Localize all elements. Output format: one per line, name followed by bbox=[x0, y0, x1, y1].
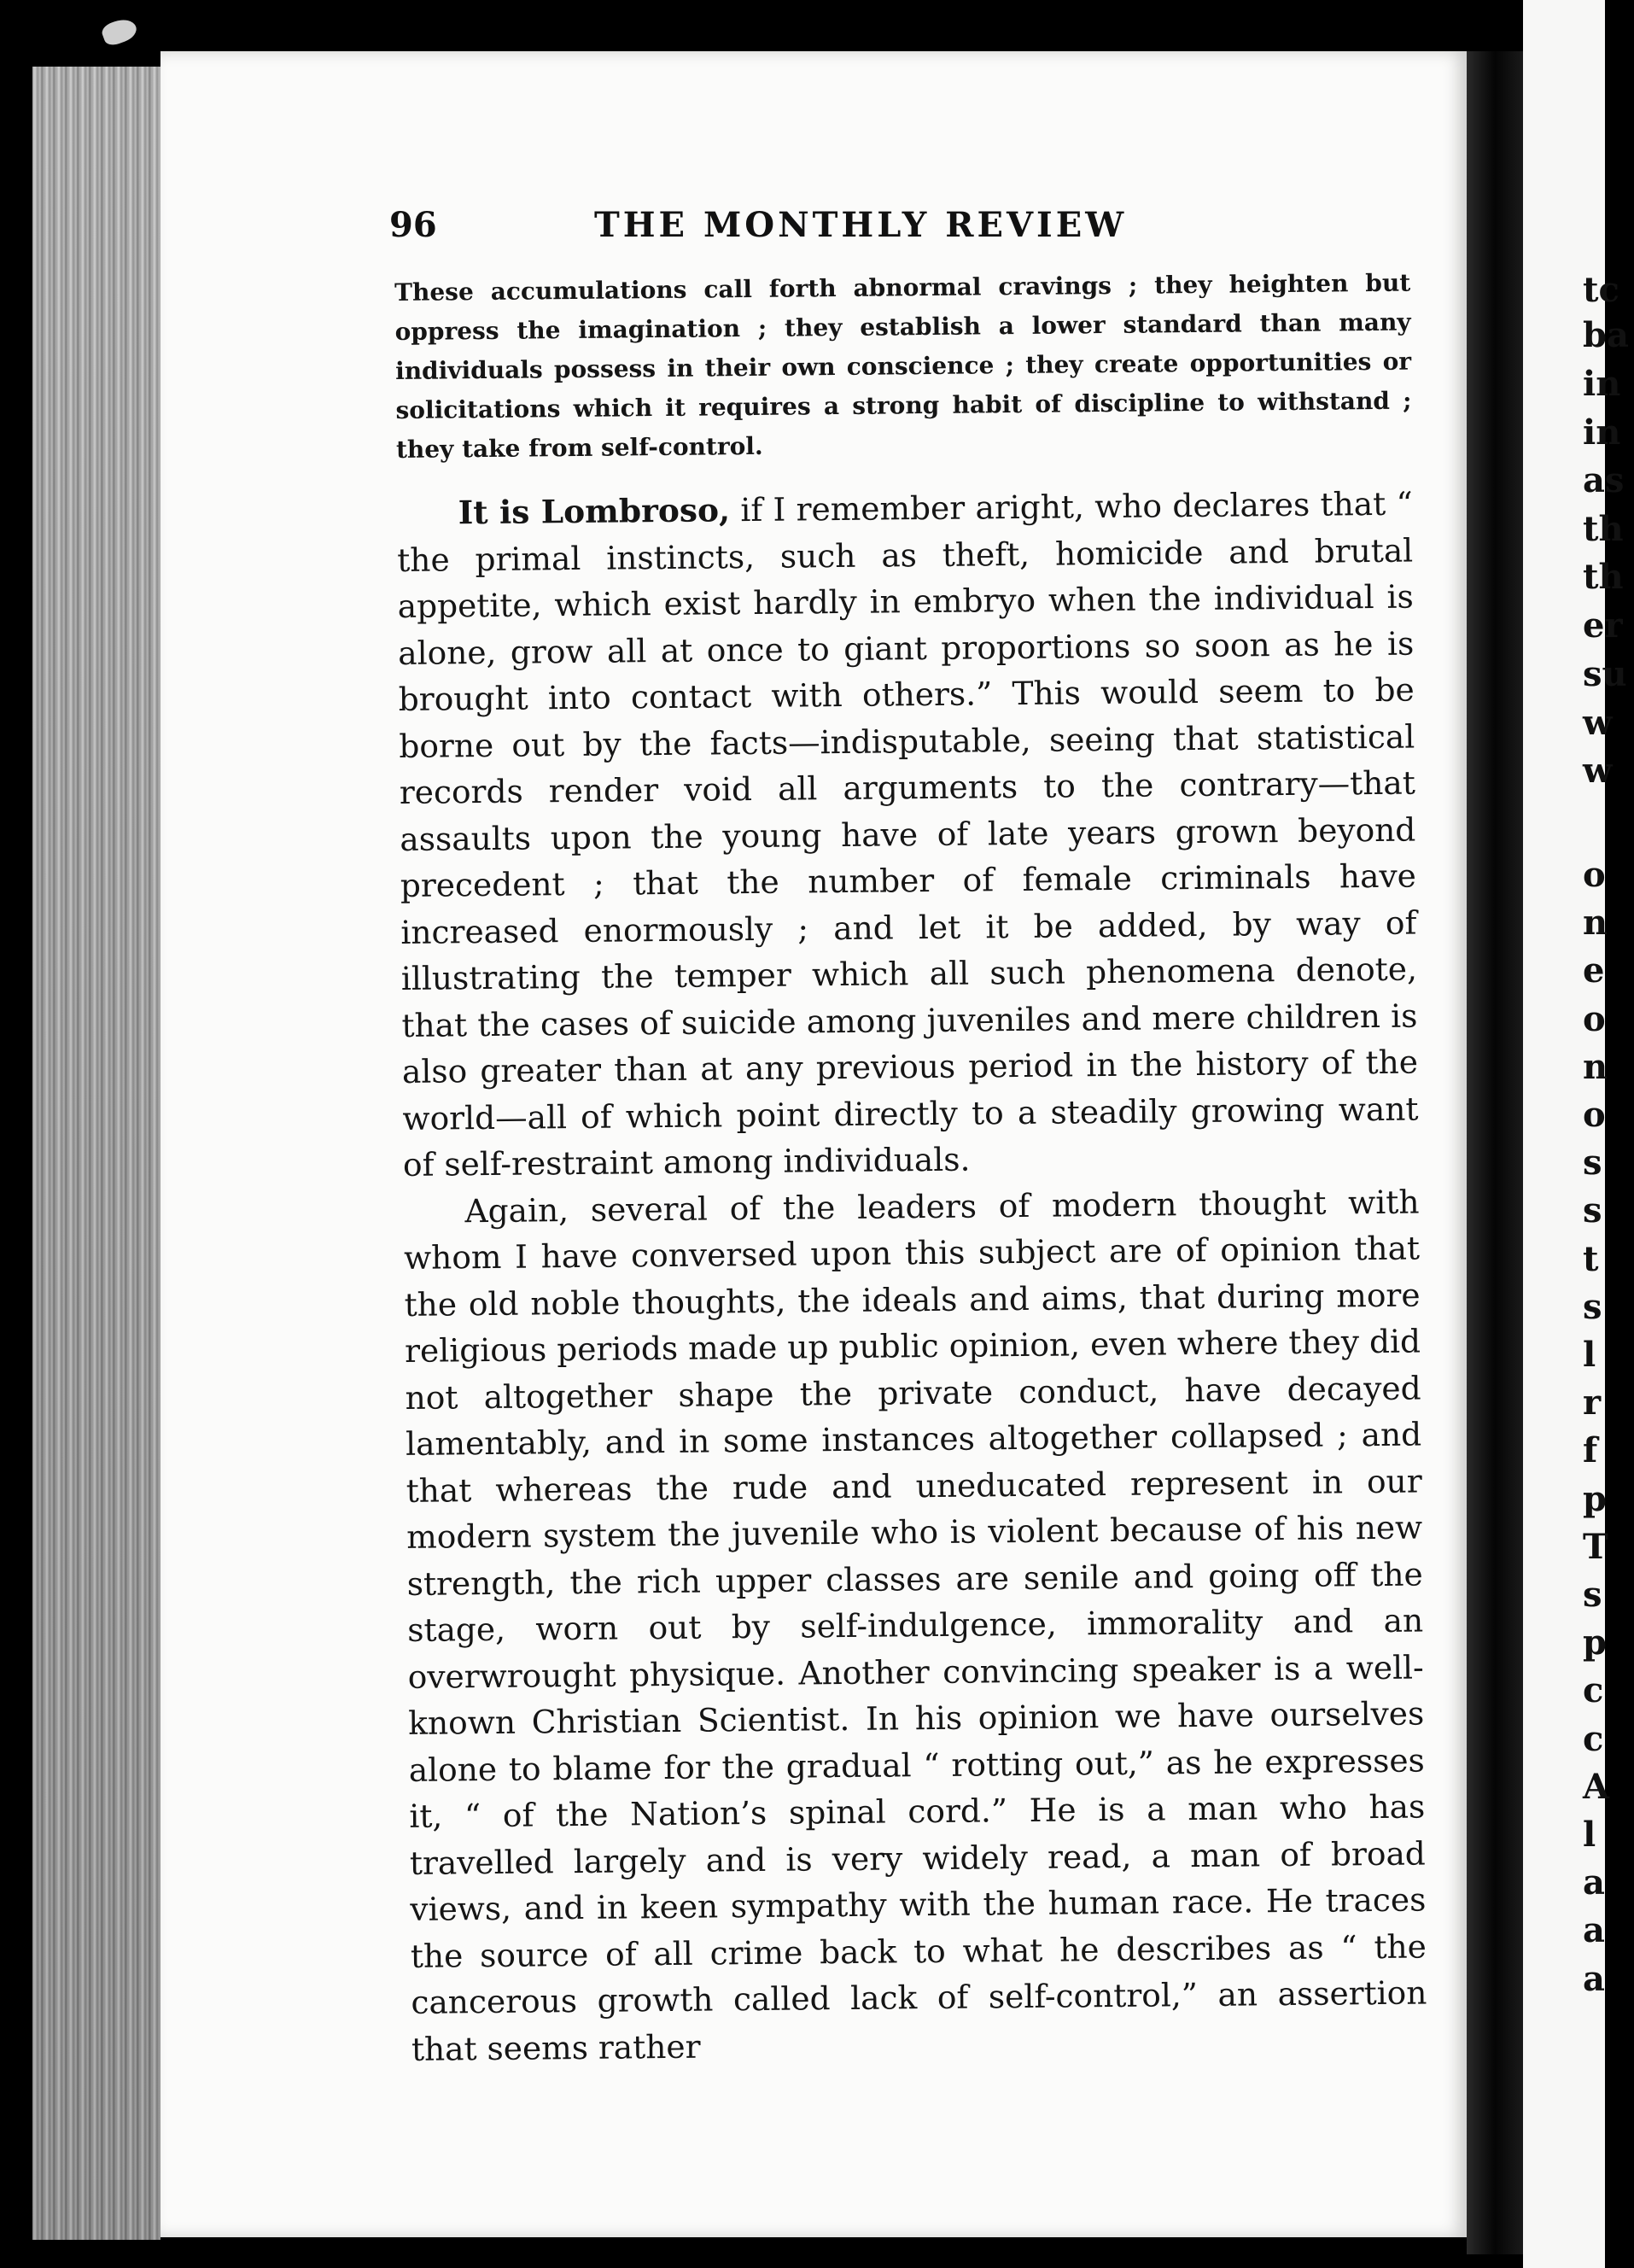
facing-line-fragment: th bbox=[1583, 509, 1624, 549]
facing-line-fragment: s bbox=[1583, 1143, 1602, 1184]
body-text bbox=[394, 264, 1427, 2072]
facing-line-fragment: c bbox=[1583, 1670, 1604, 1711]
facing-line-fragment: as bbox=[1583, 460, 1625, 500]
facing-line-fragment: a bbox=[1583, 1910, 1605, 1951]
facing-line-fragment: e bbox=[1583, 950, 1605, 991]
facing-line-fragment: o bbox=[1583, 855, 1606, 895]
facing-line-fragment: f bbox=[1583, 1430, 1598, 1471]
facing-line-fragment: l bbox=[1583, 1335, 1596, 1375]
facing-line-fragment: c bbox=[1583, 1718, 1604, 1759]
paragraph-1 bbox=[396, 481, 1419, 1189]
facing-line-fragment: l bbox=[1583, 1815, 1596, 1855]
facing-line-fragment: n bbox=[1583, 1046, 1608, 1087]
facing-line-fragment: a bbox=[1583, 1958, 1605, 1999]
facing-line-fragment: tc bbox=[1583, 270, 1619, 310]
facing-line-fragment: er bbox=[1583, 605, 1623, 646]
facing-line-fragment: a bbox=[1583, 1862, 1605, 1903]
facing-line-fragment: o bbox=[1583, 1095, 1606, 1135]
page-number: 96 bbox=[389, 205, 437, 245]
facing-line-fragment: T bbox=[1583, 1526, 1608, 1567]
facing-line-fragment: s bbox=[1583, 1575, 1602, 1615]
facing-line-fragment: w bbox=[1583, 751, 1613, 791]
facing-line-fragment: ba bbox=[1583, 315, 1629, 355]
page-edges bbox=[32, 67, 160, 2240]
facing-line-fragment: n bbox=[1583, 903, 1608, 944]
binding-gutter bbox=[1467, 51, 1523, 2254]
extract-paragraph: These accumulations call forth abnormal cravings ; they heighten but oppress the imagination ; they establish a lower standard than many individuals possess in their own conscience ; they create opportunities or solicitations which it requires a strong habit of discipline to withstand ; they take from self-control. bbox=[394, 268, 1412, 464]
running-head: THE MONTHLY REVIEW bbox=[594, 205, 1128, 245]
facing-line-fragment: su bbox=[1583, 654, 1627, 694]
paragraph-1-text: if I remember aright, who declares that “ the primal instincts, such as theft, homicide and brutal appetite, which exist hardly in embryo when the individual is alone, grow all at once to giant proportions so soon as he is brought into contact with others.” This would seem to be borne out by the facts—indisputable, seeing that statistical records render void all arguments to the contrary—that assaults upon the young have of late years grown beyond precedent ; that the number of female criminals have increased enormously ; and let it be added, by way of illustrating the temper which all such phenomena denote, that the cases of suicide among juveniles and mere children is also greater than at any previous period in the history of the world—all of which point directly to a steadily growing want of self-restraint among individuals. bbox=[397, 484, 1419, 1184]
scan-speck bbox=[100, 15, 139, 48]
paragraph-2: Again, several of the leaders of modern thought with whom I have conversed upon this subject are of opinion that the old noble thoughts, the ideals and aims, that during more religious periods made up public opinion, even where they did not altogether shape the private conduct, have decayed lamentably, and in some instances altogether collapsed ; and that whereas the rude and uneducated represent in our modern system the juvenile who is violent because of his new strength, the rich upper classes are senile and going off the stage, worn out by self-indulgence, immorality and an overwrought physique. Another convincing speaker is a well-known Christian Scientist. In his opinion we have ourselves alone to blame for the gradual “ rotting out,” as he expresses it, “ of the Nation’s spinal cord.” He is a man who has travelled largely and is very widely read, a man of broad views, and in keen sympathy with the human race. He traces the source of all crime back to what he describes as “ the cancerous growth called lack of self-control,” an assertion that seems rather bbox=[403, 1183, 1427, 2068]
facing-line-fragment: t bbox=[1583, 1238, 1599, 1279]
facing-line-fragment: p bbox=[1583, 1622, 1607, 1663]
facing-line-fragment: r bbox=[1583, 1382, 1602, 1423]
facing-line-fragment: p bbox=[1583, 1478, 1607, 1519]
facing-line-fragment: th bbox=[1583, 557, 1624, 597]
facing-line-fragment: o bbox=[1583, 998, 1606, 1039]
facing-line-fragment: w bbox=[1583, 703, 1613, 743]
facing-line-fragment: in bbox=[1583, 412, 1621, 453]
facing-line-fragment: s bbox=[1583, 1190, 1602, 1231]
paragraph-1-lead: It is Lombroso, bbox=[458, 491, 731, 532]
facing-line-fragment: A bbox=[1583, 1766, 1610, 1807]
facing-line-fragment: in bbox=[1583, 364, 1621, 404]
facing-line-fragment: s bbox=[1583, 1286, 1602, 1327]
page-header bbox=[389, 205, 1363, 256]
